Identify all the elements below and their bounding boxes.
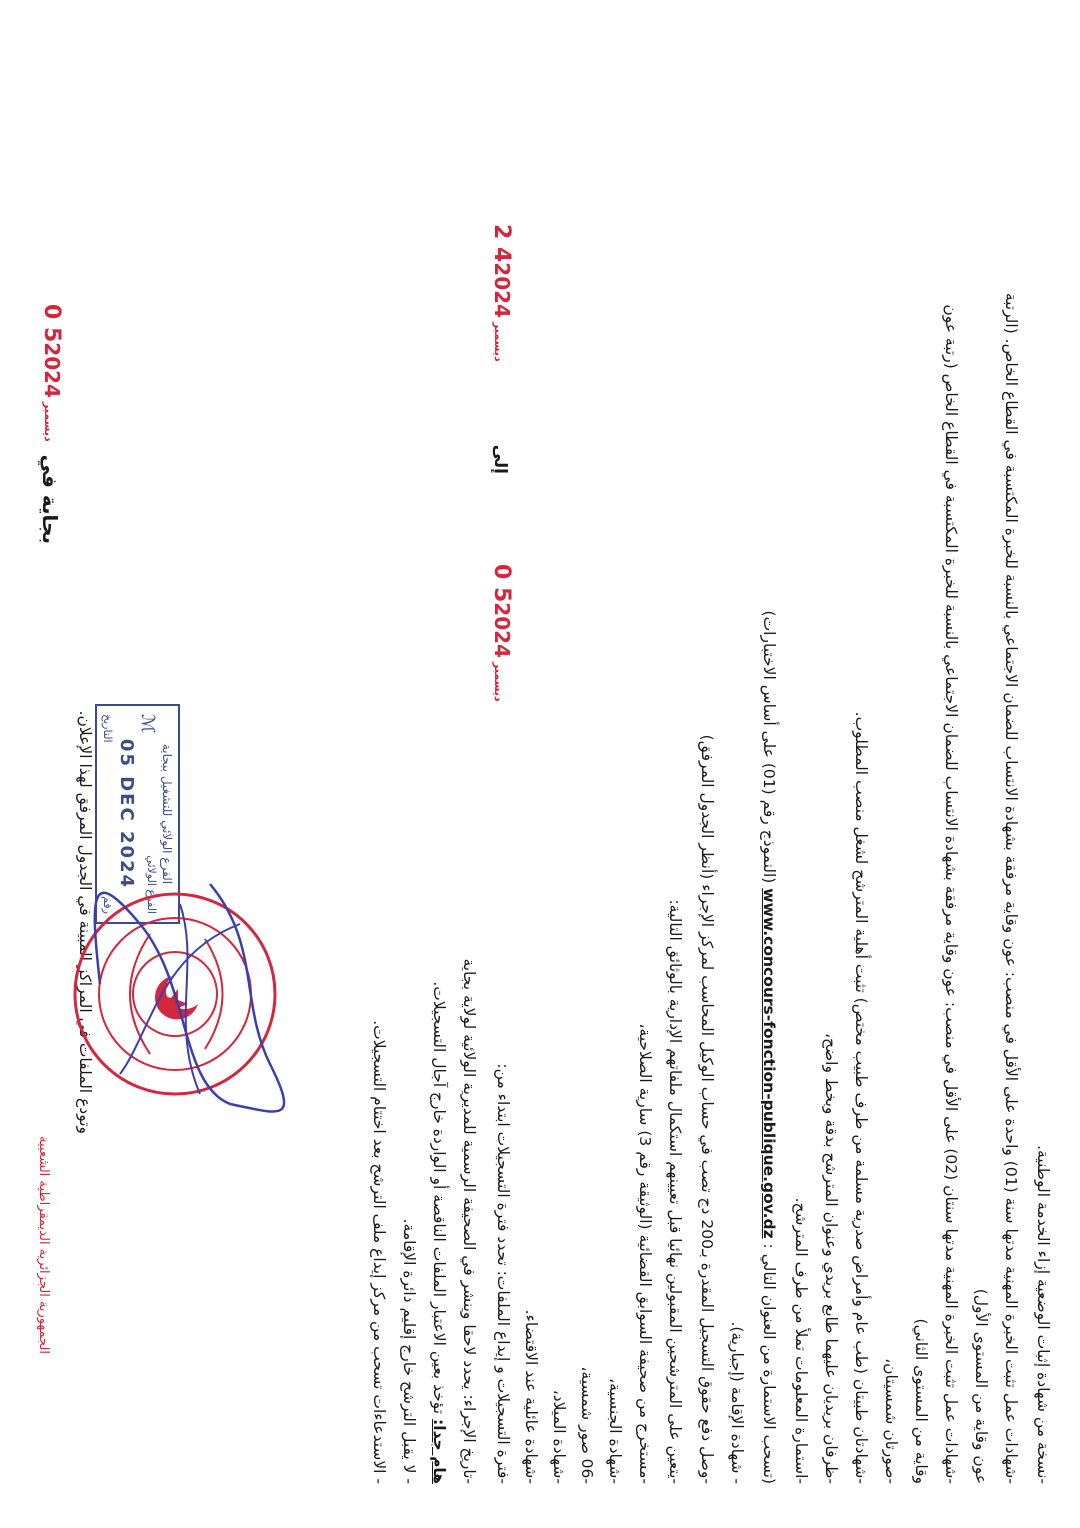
seal-caption: الجمهورية الجزائرية الديمقراطية الشعبية	[36, 1136, 51, 1354]
signature-scribble	[95, 884, 284, 1112]
text-line: -06 صور شمسية،	[578, 1366, 596, 1484]
text-line: -نسخة من شهادة إثبات الوضعية إزاء الخدمة الوطنية.	[1034, 1145, 1052, 1484]
text-line: -ظرفان بريديان عليهما طابع بريدي وعنوان المترشح بدقة وبخط واضح،	[822, 1033, 840, 1484]
signature-mark: ℳ	[137, 714, 158, 734]
official-seal	[50, 864, 300, 1124]
text-line: -شهادات عمل تثبت الخبرة المهنية مدتها سنة (01) واحدة على الأقل في منصب: عون وقاية مرفقة بشهادة الانتساب للضمان الاجتماعي بالنسبة للخبرة المكتسبة في القطاع الخاص. (الرتبة	[1002, 292, 1020, 1484]
text-line: -تاريخ الإجراء: يحدد لاحقا وينشر في الصحيفة الرسمية للمديرية الولائية لولاية بجاية	[460, 958, 478, 1484]
date-start-stamp: 0 5ديسمبر2024	[489, 564, 514, 702]
rotated-text-sheet	[20, 44, 1060, 1484]
text-line: - شهادة الإقامة (إجبارية).	[728, 1321, 746, 1484]
text-line: -صورتان شمسيتان،	[882, 1358, 900, 1484]
text-line: -استمارة المعلومات تملأ من طرف المترشح.	[792, 1197, 810, 1484]
text-line: -يتعين على المترشحين المقبولين نهائيا قبل تعيينهم استكمال ملفاتهم الإدارية بالوثائق التالية:	[666, 899, 684, 1484]
text-line: وقاية من المستوى الثاني)	[912, 1318, 930, 1484]
important-label: هام جدا:	[430, 1419, 448, 1484]
sign-date-stamp: 0 5ديسمبر2024	[39, 304, 64, 442]
text-line: عون وقاية من المستوى الأول)	[972, 1288, 990, 1484]
text-line: -مستخرج من صحيفة السوابق القضائية (الوثيقة رقم 3) سارية الصلاحية،	[636, 1023, 654, 1484]
office-stamp-date: 05 DEC 2024	[116, 738, 137, 890]
text-line: -شهادة الجنسية،	[606, 1378, 624, 1484]
text-segment: (تسحب الاستمارة من العنوان التالي	[760, 1253, 778, 1484]
text-line: - الاستدعاءات تسحب من مركز إيداع ملف الترشح بعد اختتام التسجيلات.	[370, 1020, 388, 1484]
date-end-stamp: 2 4ديسمبر2024	[489, 224, 514, 362]
place-text: بجاية في	[38, 454, 62, 544]
text-line: -شهادتان طبيتان (طب عام وأمراض صدرية مسلمة من طرف طبيب مختص) تثبت أهلية المترشح لشغل منصب المطلوب.	[852, 711, 870, 1484]
text-line: -شهادة الميلاد،	[550, 1389, 568, 1484]
form-reference: (النموذج رقم (01)	[760, 762, 778, 884]
deposit-line: وتودع الملفات في المراكز المبينة في الجدول المرفق لهذا الإعلان.	[76, 710, 94, 1134]
to-word: إلى	[490, 444, 510, 474]
text-line: -وصل دفع حقوق التسجيل المقدرة بـ200 دج تصب في حساب الوكيل المحاسب لمركز الإجراء (أنظر الجدول المرفق)	[698, 734, 716, 1484]
text-line: -شهادة عائلية عند الاقتضاء.	[522, 1309, 540, 1484]
office-stamp-subtitle: الفرع الولائي	[145, 855, 158, 914]
text-segment: تؤخذ بعين الاعتبار الملفات الناقصة أو الواردة خارج آجال التسجيلات.	[430, 981, 448, 1415]
office-stamp-date-label: التاريخ	[101, 714, 114, 743]
text-line: -شهادات عمل تثبت الخبرة المهنية مدتها سنتان (02) على الأقل في منصب: عون وقاية مرفقة بشهادة الانتساب للضمان الاجتماعي بالنسبة للخبرة المكتسبة في القطاع الخاص (رتبة عون	[942, 304, 960, 1484]
office-stamp-num-label: رقم	[101, 896, 114, 914]
form-download-line: (تسحب الاستمارة من العنوان التالي : www.concours-fonction-publique.gov.dz (النموذج رقم (01) على أساس الاختبارات)	[760, 610, 778, 1484]
important-note-line	[431, 981, 447, 1484]
registration-period-line: -فترة التسجيلات و إيداع الملفات: تحدد فترة التسجيلات ابتداء من:	[494, 1063, 512, 1484]
office-stamp-title: الفرع الولائي للتشغيل ببجاية	[160, 743, 174, 885]
website-link[interactable]: www.concours-fonction-publique.gov.dz	[760, 888, 778, 1239]
text-line: - لا يقبل الترشح خارج إقليم دائرة الإقامة.	[400, 1218, 418, 1484]
form-reference-tail: على أساس الاختبارات)	[760, 610, 778, 758]
